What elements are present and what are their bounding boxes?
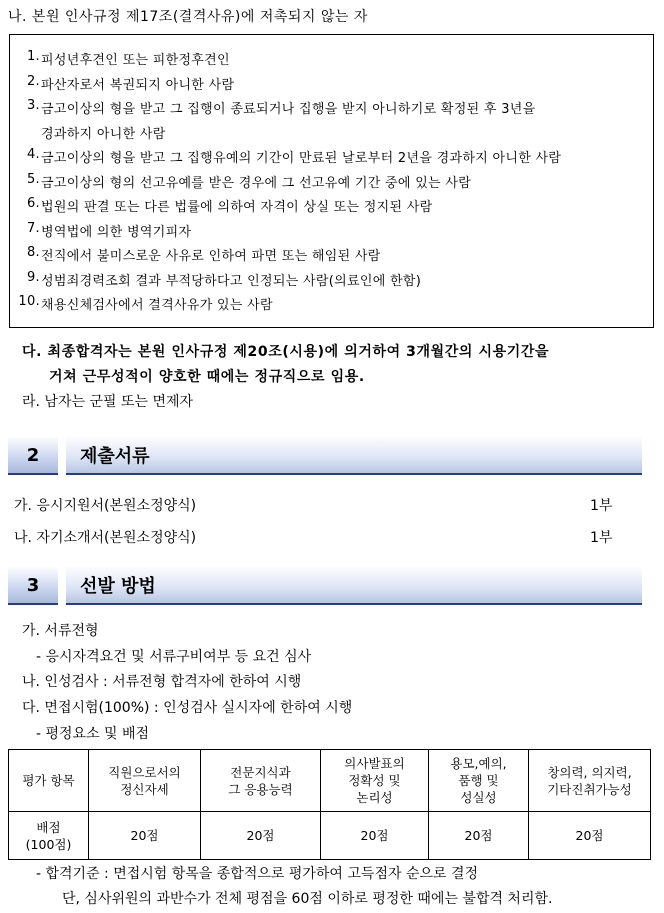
- table-header-cell: [201, 750, 321, 812]
- disqualification-text: 금고이상의 형을 받고 그 집행유예의 기간이 만료된 날로부터 2년을 경과하지 아니한 사람: [41, 151, 562, 166]
- pass-criteria-line2: 단, 심사위원의 과반수가 전체 평점을 60점 이하로 평정한 때에는 불합격 처리함.: [62, 891, 553, 907]
- disqualification-item: [10, 221, 653, 246]
- disqualification-number: 9.: [26, 269, 40, 285]
- doc-item-2-count: 1부: [590, 530, 613, 546]
- disqualification-item: [10, 147, 653, 172]
- disqualification-list: [10, 49, 653, 319]
- table-score-label-line: 배점: [36, 819, 61, 835]
- table-header-cell: [89, 750, 201, 812]
- disqualification-item: [10, 245, 653, 270]
- table-score-label: [9, 812, 89, 860]
- pass-criteria-line1: - 합격기준 : 면접시험 항목을 종합적으로 평가하여 고득점자 순으로 결정: [36, 866, 479, 882]
- qualification-item-da-line1: 다. 최종합격자는 본원 인사규정 제20조(시용)에 의거하여 3개월간의 시용기간을: [22, 344, 550, 360]
- table-header-cell: [321, 750, 429, 812]
- disqualification-box: [9, 34, 654, 328]
- selection-ga-sub: - 응시자격요건 및 서류구비여부 등 요건 심사: [36, 649, 312, 665]
- table-score-row: [9, 812, 651, 860]
- doc-item-2-label: 나. 자기소개서(본원소정양식): [14, 530, 197, 546]
- table-header-line: 그 응용능력: [228, 781, 293, 797]
- table-header-label: 평가 항목: [9, 750, 89, 812]
- table-header-line: 성실성: [460, 790, 497, 805]
- disqualification-text: 금고이상의 형을 받고 그 집행이 종료되거나 집행을 받지 아니하기로 확정된 후 3년을: [41, 102, 536, 117]
- disqualification-text: 채용신체검사에서 결격사유가 있는 사람: [41, 298, 273, 313]
- disqualification-text: 성범죄경력조회 결과 부적당하다고 인정되는 사람(의료인에 한함): [41, 273, 422, 289]
- disqualification-item: [10, 74, 653, 99]
- disqualification-item: [10, 270, 653, 295]
- disqualification-text: 피성년후견인 또는 피한정후견인: [41, 53, 230, 68]
- table-header-row: [9, 750, 651, 812]
- disqualification-text-cont: 경과하지 아니한 사람: [41, 126, 166, 142]
- section-3-title: 선발 방법: [66, 567, 642, 605]
- table-score-cell: 20점: [201, 812, 321, 860]
- selection-ga: 가. 서류전형: [22, 623, 99, 639]
- section-2-number: 2: [8, 437, 58, 475]
- table-score-cell: 20점: [321, 812, 429, 860]
- section-2-header: [8, 437, 642, 477]
- doc-item-1-label: 가. 응시지원서(본원소정양식): [14, 498, 197, 514]
- disqualification-number: 4.: [26, 147, 40, 162]
- disqualification-number: 8.: [26, 245, 40, 260]
- table-header-cell: [529, 750, 651, 812]
- table-header-line: 기타진취가능성: [547, 781, 632, 797]
- table-header-line: 직원으로서의: [108, 764, 181, 780]
- selection-da: 다. 면접시험(100%) : 인성검사 실시자에 한하여 시행: [22, 700, 353, 716]
- disqualification-item: [10, 172, 653, 197]
- disqualification-item: [10, 98, 653, 147]
- section-2-title: 제출서류: [66, 437, 642, 475]
- disqualification-text: 파산자로서 복권되지 아니한 사람: [41, 77, 235, 93]
- qualification-item-da-line2: 거쳐 근무성적이 양호한 때에는 정규직으로 임용.: [49, 369, 365, 385]
- section-3-number: 3: [8, 567, 58, 605]
- table-score-cell: 20점: [429, 812, 529, 860]
- disqualification-number: 2.: [26, 73, 40, 89]
- qualification-item-na: 나. 본원 인사규정 제17조(결격사유)에 저촉되지 않는 자: [8, 9, 368, 25]
- disqualification-number: 7.: [26, 220, 40, 236]
- disqualification-number: 1.: [26, 49, 40, 64]
- disqualification-item: [10, 49, 653, 74]
- table-header-line: 정신자세: [120, 781, 169, 797]
- qualification-item-ra: 라. 남자는 군필 또는 면제자: [22, 394, 194, 410]
- interview-score-table: [8, 749, 651, 860]
- table-header-line: 품행 및: [458, 773, 499, 788]
- disqualification-item: [10, 294, 653, 319]
- selection-na: 나. 인성검사 : 서류전형 합격자에 한하여 시행: [22, 674, 302, 690]
- disqualification-text: 병역법에 의한 병역기피자: [41, 224, 192, 240]
- section-3-header: [8, 567, 642, 607]
- table-score-cell: 20점: [529, 812, 651, 860]
- disqualification-number: 3.: [26, 98, 40, 113]
- table-header-line: 정확성 및: [348, 773, 401, 788]
- table-header-line: 의사발표의: [344, 756, 405, 771]
- disqualification-number: 10.: [18, 294, 40, 309]
- table-header-cell: [429, 750, 529, 812]
- selection-da-sub: - 평정요소 및 배점: [36, 726, 150, 742]
- disqualification-number: 5.: [26, 171, 40, 187]
- disqualification-number: 6.: [26, 196, 40, 211]
- table-score-label-line: (100점): [25, 836, 72, 852]
- disqualification-text: 금고이상의 형의 선고유예를 받은 경우에 그 선고유예 기간 중에 있는 사람: [41, 175, 472, 191]
- disqualification-text: 전직에서 불미스로운 사유로 인하여 파면 또는 해임된 사람: [41, 249, 381, 264]
- table-header-line: 창의력, 의지력,: [547, 764, 632, 780]
- doc-item-1-count: 1부: [590, 498, 613, 514]
- table-score-cell: 20점: [89, 812, 201, 860]
- disqualification-item: [10, 196, 653, 221]
- disqualification-text: 법원의 판결 또는 다른 법률에 의하여 자격이 상실 또는 정지된 사람: [41, 200, 433, 215]
- table-header-line: 전문지식과: [230, 764, 291, 780]
- table-header-line: 논리성: [356, 790, 393, 805]
- table-header-line: 용모,예의,: [450, 756, 507, 771]
